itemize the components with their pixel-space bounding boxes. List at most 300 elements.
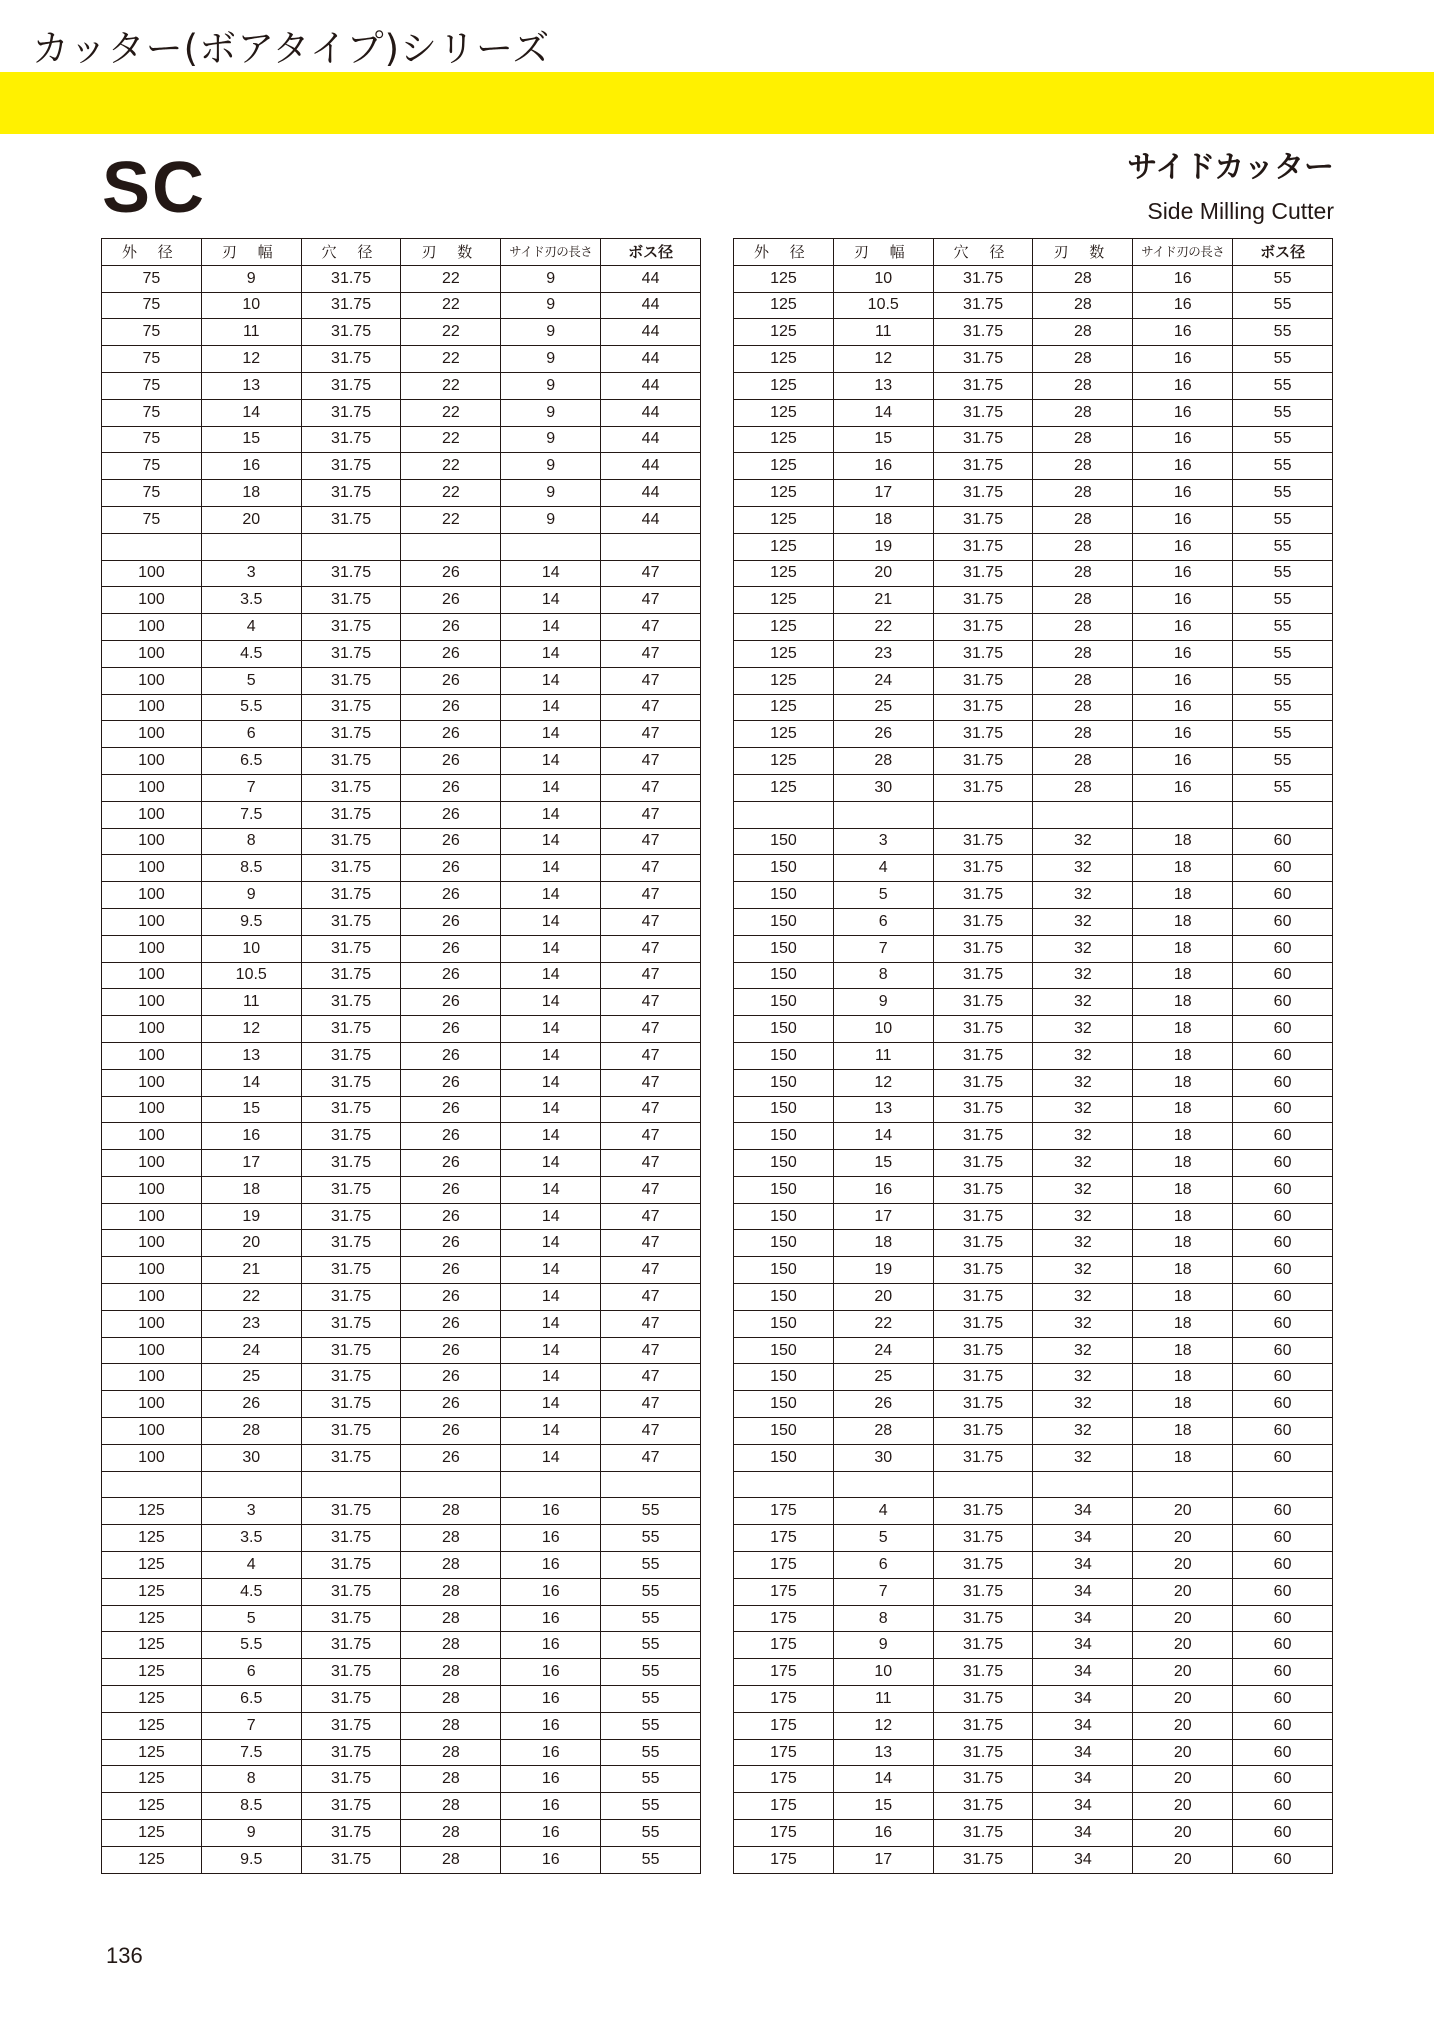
table-cell: 26 [401, 1230, 501, 1257]
table-cell: 55 [1233, 560, 1333, 587]
table-cell: 31.75 [301, 748, 401, 775]
table-cell: 26 [833, 721, 933, 748]
table-cell: 47 [601, 828, 701, 855]
table-cell: 18 [1133, 989, 1233, 1016]
table-cell: 31.75 [933, 399, 1033, 426]
table-row [102, 1552, 701, 1579]
table-cell: 26 [401, 1042, 501, 1069]
table-cell: 55 [1233, 265, 1333, 292]
table-cell: 60 [1233, 1739, 1333, 1766]
table-cell: 26 [401, 1418, 501, 1445]
table-cell: 60 [1233, 1659, 1333, 1686]
table-cell: 6.5 [201, 1686, 301, 1713]
table-cell [102, 1471, 202, 1498]
table-cell: 28 [401, 1686, 501, 1713]
table-row [102, 828, 701, 855]
table-cell: 5.5 [201, 694, 301, 721]
table-cell: 100 [102, 882, 202, 909]
table-cell: 31.75 [301, 1016, 401, 1043]
table-row [734, 1310, 1333, 1337]
table-cell: 16 [1133, 694, 1233, 721]
table-row [102, 319, 701, 346]
table-row [102, 1257, 701, 1284]
table-cell: 44 [601, 372, 701, 399]
table-cell: 10.5 [833, 292, 933, 319]
table-cell: 10 [201, 935, 301, 962]
table-cell: 47 [601, 1069, 701, 1096]
table-cell: 16 [1133, 587, 1233, 614]
table-cell: 100 [102, 640, 202, 667]
table-cell [1233, 801, 1333, 828]
table-cell: 150 [734, 1203, 834, 1230]
table-cell: 31.75 [301, 774, 401, 801]
table-cell: 60 [1233, 1150, 1333, 1177]
table-cell: 31.75 [933, 480, 1033, 507]
table-cell: 55 [1233, 399, 1333, 426]
table-cell: 125 [734, 640, 834, 667]
table-cell: 9 [501, 319, 601, 346]
table-cell: 9 [501, 506, 601, 533]
table-cell: 31.75 [301, 935, 401, 962]
table-cell: 26 [401, 1176, 501, 1203]
table-cell: 100 [102, 1150, 202, 1177]
table-row [102, 1337, 701, 1364]
table-cell: 31.75 [933, 1712, 1033, 1739]
table-row [102, 1042, 701, 1069]
right-table-body [734, 265, 1333, 1873]
table-cell: 28 [1033, 292, 1133, 319]
table-cell: 11 [833, 1686, 933, 1713]
table-cell: 47 [601, 748, 701, 775]
table-row [734, 1042, 1333, 1069]
table-cell: 31.75 [933, 1686, 1033, 1713]
table-cell: 6 [833, 908, 933, 935]
table-cell: 18 [1133, 1069, 1233, 1096]
table-cell: 32 [1033, 1337, 1133, 1364]
table-cell: 31.75 [301, 1284, 401, 1311]
table-cell: 150 [734, 989, 834, 1016]
table-cell: 16 [1133, 774, 1233, 801]
spec-table-right [733, 238, 1333, 1874]
table-cell: 32 [1033, 1310, 1133, 1337]
table-row [102, 614, 701, 641]
table-cell [933, 1471, 1033, 1498]
table-row [102, 1284, 701, 1311]
table-cell: 100 [102, 935, 202, 962]
table-row [734, 1150, 1333, 1177]
table-cell: 26 [401, 1337, 501, 1364]
table-cell: 150 [734, 828, 834, 855]
table-cell: 60 [1233, 1230, 1333, 1257]
table-cell: 4 [201, 614, 301, 641]
table-cell: 60 [1233, 1310, 1333, 1337]
table-cell: 32 [1033, 1418, 1133, 1445]
table-cell: 31.75 [301, 453, 401, 480]
table-cell: 21 [833, 587, 933, 614]
table-cell: 150 [734, 935, 834, 962]
table-cell: 125 [102, 1686, 202, 1713]
col-boss-diameter: ボス径 [1233, 239, 1333, 266]
table-cell: 22 [833, 614, 933, 641]
table-row [102, 1846, 701, 1873]
table-row [734, 1016, 1333, 1043]
table-cell: 14 [833, 1123, 933, 1150]
table-cell: 125 [734, 721, 834, 748]
table-cell: 5 [833, 1525, 933, 1552]
table-cell: 55 [601, 1712, 701, 1739]
table-cell: 26 [401, 748, 501, 775]
table-row [734, 426, 1333, 453]
table-cell: 28 [401, 1659, 501, 1686]
table-cell: 8 [833, 962, 933, 989]
table-row [734, 560, 1333, 587]
table-cell: 20 [833, 1284, 933, 1311]
table-cell: 125 [102, 1498, 202, 1525]
table-cell: 16 [1133, 667, 1233, 694]
table-cell: 32 [1033, 989, 1133, 1016]
col-blade-width: 刃 幅 [833, 239, 933, 266]
table-cell: 19 [201, 1203, 301, 1230]
table-cell: 7.5 [201, 801, 301, 828]
table-row [102, 1578, 701, 1605]
table-cell: 60 [1233, 1552, 1333, 1579]
table-cell: 31.75 [933, 1123, 1033, 1150]
table-cell: 125 [734, 319, 834, 346]
table-cell: 55 [1233, 480, 1333, 507]
table-cell: 14 [501, 989, 601, 1016]
table-cell: 9 [201, 1820, 301, 1847]
table-row [734, 1552, 1333, 1579]
table-cell: 31.75 [301, 1820, 401, 1847]
table-cell: 28 [401, 1846, 501, 1873]
table-cell: 16 [201, 453, 301, 480]
table-cell: 75 [102, 265, 202, 292]
table-cell: 16 [501, 1578, 601, 1605]
table-cell: 125 [102, 1766, 202, 1793]
table-cell: 26 [401, 882, 501, 909]
table-cell: 28 [401, 1498, 501, 1525]
table-cell: 34 [1033, 1793, 1133, 1820]
table-cell: 175 [734, 1632, 834, 1659]
table-cell: 31.75 [933, 1739, 1033, 1766]
table-cell: 28 [201, 1418, 301, 1445]
table-cell: 125 [734, 426, 834, 453]
table-cell: 7 [201, 1712, 301, 1739]
table-cell: 60 [1233, 1337, 1333, 1364]
table-cell [201, 533, 301, 560]
table-cell: 26 [401, 587, 501, 614]
table-cell: 18 [1133, 1016, 1233, 1043]
table-cell: 55 [1233, 774, 1333, 801]
table-cell: 31.75 [301, 1150, 401, 1177]
table-row [102, 667, 701, 694]
table-cell: 14 [501, 1391, 601, 1418]
table-cell: 31.75 [301, 1230, 401, 1257]
product-name-jp: サイドカッター [1127, 150, 1334, 185]
table-cell: 14 [501, 1069, 601, 1096]
table-cell: 31.75 [933, 1391, 1033, 1418]
table-cell: 31.75 [933, 1498, 1033, 1525]
table-cell: 31.75 [301, 1712, 401, 1739]
table-cell [201, 1471, 301, 1498]
table-cell: 125 [734, 748, 834, 775]
table-cell: 55 [1233, 346, 1333, 373]
table-cell: 150 [734, 1284, 834, 1311]
table-cell: 100 [102, 1284, 202, 1311]
table-cell: 18 [1133, 1230, 1233, 1257]
table-cell: 60 [1233, 989, 1333, 1016]
table-cell: 12 [201, 346, 301, 373]
table-cell: 125 [102, 1712, 202, 1739]
table-cell: 18 [833, 1230, 933, 1257]
table-cell: 125 [734, 560, 834, 587]
table-cell: 150 [734, 1123, 834, 1150]
table-cell: 28 [1033, 748, 1133, 775]
table-row [734, 1712, 1333, 1739]
table-cell: 31.75 [933, 614, 1033, 641]
table-row [734, 1230, 1333, 1257]
table-cell: 125 [102, 1739, 202, 1766]
table-cell: 150 [734, 1016, 834, 1043]
table-cell: 55 [1233, 453, 1333, 480]
table-cell: 31.75 [301, 667, 401, 694]
table-cell: 9 [833, 1632, 933, 1659]
table-cell: 10 [833, 1659, 933, 1686]
table-cell: 60 [1233, 1444, 1333, 1471]
table-cell: 31.75 [933, 1659, 1033, 1686]
table-cell: 26 [401, 640, 501, 667]
table-cell: 60 [1233, 1176, 1333, 1203]
table-cell: 55 [1233, 721, 1333, 748]
table-cell: 13 [833, 1096, 933, 1123]
table-cell: 47 [601, 855, 701, 882]
table-row [734, 1793, 1333, 1820]
table-cell: 150 [734, 1418, 834, 1445]
table-row [734, 828, 1333, 855]
table-cell: 26 [401, 1203, 501, 1230]
table-cell: 28 [1033, 587, 1133, 614]
table-cell: 31.75 [301, 1310, 401, 1337]
table-cell: 175 [734, 1686, 834, 1713]
table-cell: 44 [601, 319, 701, 346]
table-cell: 18 [833, 506, 933, 533]
table-cell: 31.75 [301, 1552, 401, 1579]
table-cell: 31.75 [301, 292, 401, 319]
table-row [102, 1069, 701, 1096]
table-cell: 28 [1033, 480, 1133, 507]
table-cell: 100 [102, 1176, 202, 1203]
header-row [734, 239, 1333, 266]
table-row [102, 1820, 701, 1847]
table-row [102, 1525, 701, 1552]
table-cell: 175 [734, 1766, 834, 1793]
table-cell: 100 [102, 560, 202, 587]
table-cell: 55 [1233, 667, 1333, 694]
table-cell: 125 [734, 614, 834, 641]
table-cell: 24 [201, 1337, 301, 1364]
table-cell: 14 [501, 748, 601, 775]
table-cell: 31.75 [933, 1578, 1033, 1605]
table-cell: 16 [501, 1525, 601, 1552]
table-cell: 55 [1233, 587, 1333, 614]
table-cell: 125 [102, 1820, 202, 1847]
table-cell: 175 [734, 1739, 834, 1766]
table-row [102, 989, 701, 1016]
table-row [102, 1739, 701, 1766]
table-cell [601, 1471, 701, 1498]
table-row [102, 1123, 701, 1150]
table-row [734, 801, 1333, 828]
table-cell: 3 [833, 828, 933, 855]
table-cell: 26 [401, 962, 501, 989]
table-cell: 18 [1133, 908, 1233, 935]
table-cell: 100 [102, 1123, 202, 1150]
table-cell: 44 [601, 426, 701, 453]
table-cell: 18 [1133, 1150, 1233, 1177]
table-cell: 15 [201, 1096, 301, 1123]
table-cell: 55 [601, 1552, 701, 1579]
table-cell: 28 [401, 1525, 501, 1552]
table-cell: 32 [1033, 855, 1133, 882]
table-cell: 18 [1133, 1257, 1233, 1284]
table-cell: 75 [102, 426, 202, 453]
table-cell: 75 [102, 292, 202, 319]
table-cell: 100 [102, 1337, 202, 1364]
table-cell: 14 [833, 1766, 933, 1793]
table-cell: 18 [1133, 1284, 1233, 1311]
table-cell: 20 [1133, 1525, 1233, 1552]
table-cell: 31.75 [933, 694, 1033, 721]
table-row [734, 1176, 1333, 1203]
table-cell: 18 [1133, 1123, 1233, 1150]
table-cell: 23 [201, 1310, 301, 1337]
table-cell: 60 [1233, 1712, 1333, 1739]
table-cell: 60 [1233, 1846, 1333, 1873]
table-cell: 32 [1033, 1069, 1133, 1096]
table-cell: 31.75 [301, 1203, 401, 1230]
table-cell: 26 [401, 1391, 501, 1418]
table-cell: 150 [734, 1150, 834, 1177]
table-cell: 9.5 [201, 1846, 301, 1873]
table-cell: 14 [501, 1176, 601, 1203]
table-cell: 23 [833, 640, 933, 667]
table-cell: 31.75 [933, 1605, 1033, 1632]
table-cell: 31.75 [933, 587, 1033, 614]
table-cell: 10 [833, 265, 933, 292]
table-cell: 125 [102, 1846, 202, 1873]
table-cell: 150 [734, 1176, 834, 1203]
table-row [102, 774, 701, 801]
table-cell: 31.75 [301, 1578, 401, 1605]
table-cell: 60 [1233, 1525, 1333, 1552]
table-cell: 16 [1133, 614, 1233, 641]
table-cell: 125 [734, 453, 834, 480]
table-row [102, 935, 701, 962]
table-cell: 32 [1033, 962, 1133, 989]
table-cell: 31.75 [301, 480, 401, 507]
table-cell: 60 [1233, 1364, 1333, 1391]
table-cell: 47 [601, 908, 701, 935]
table-cell: 60 [1233, 1391, 1333, 1418]
table-row [734, 1418, 1333, 1445]
table-cell: 31.75 [301, 1632, 401, 1659]
table-cell: 16 [1133, 721, 1233, 748]
table-cell: 31.75 [301, 1257, 401, 1284]
table-cell: 100 [102, 1391, 202, 1418]
table-cell: 26 [401, 1096, 501, 1123]
table-cell: 28 [1033, 721, 1133, 748]
table-cell: 28 [401, 1632, 501, 1659]
table-cell: 11 [201, 989, 301, 1016]
table-cell: 4.5 [201, 1578, 301, 1605]
table-cell: 31.75 [933, 426, 1033, 453]
table-cell: 47 [601, 1337, 701, 1364]
table-cell: 60 [1233, 1123, 1333, 1150]
table-cell: 4 [833, 855, 933, 882]
table-cell: 31.75 [933, 1150, 1033, 1177]
table-cell: 34 [1033, 1739, 1133, 1766]
table-row [734, 1471, 1333, 1498]
table-cell: 26 [401, 1284, 501, 1311]
table-cell: 47 [601, 1418, 701, 1445]
table-cell: 47 [601, 1203, 701, 1230]
table-cell: 34 [1033, 1498, 1133, 1525]
table-cell: 20 [1133, 1820, 1233, 1847]
table-cell: 31.75 [933, 828, 1033, 855]
table-row [102, 1659, 701, 1686]
table-cell: 60 [1233, 1069, 1333, 1096]
table-row [102, 292, 701, 319]
table-cell: 15 [201, 426, 301, 453]
table-cell: 31.75 [933, 748, 1033, 775]
table-cell: 100 [102, 1257, 202, 1284]
table-cell: 55 [1233, 533, 1333, 560]
table-cell: 15 [833, 426, 933, 453]
table-cell: 31.75 [301, 1069, 401, 1096]
table-row [102, 1498, 701, 1525]
table-cell: 100 [102, 1444, 202, 1471]
table-row [734, 1766, 1333, 1793]
table-cell: 9 [501, 372, 601, 399]
table-cell: 100 [102, 721, 202, 748]
table-cell: 47 [601, 587, 701, 614]
table-cell: 175 [734, 1659, 834, 1686]
table-cell: 125 [734, 480, 834, 507]
table-cell: 6 [201, 1659, 301, 1686]
table-row [734, 1123, 1333, 1150]
table-cell: 14 [501, 1337, 601, 1364]
table-row [102, 694, 701, 721]
table-cell: 55 [1233, 640, 1333, 667]
table-cell: 60 [1233, 1766, 1333, 1793]
table-cell: 20 [1133, 1498, 1233, 1525]
table-cell: 31.75 [301, 1525, 401, 1552]
table-cell: 31.75 [301, 265, 401, 292]
table-row [734, 1578, 1333, 1605]
table-cell: 4 [201, 1552, 301, 1579]
table-cell: 55 [601, 1659, 701, 1686]
col-outer-diameter: 外 径 [102, 239, 202, 266]
table-cell: 47 [601, 721, 701, 748]
table-cell: 9 [833, 989, 933, 1016]
table-row [102, 1766, 701, 1793]
table-cell: 26 [401, 989, 501, 1016]
table-cell: 55 [1233, 372, 1333, 399]
table-cell: 60 [1233, 1498, 1333, 1525]
table-cell: 150 [734, 1257, 834, 1284]
table-row [102, 1444, 701, 1471]
table-cell: 20 [1133, 1686, 1233, 1713]
